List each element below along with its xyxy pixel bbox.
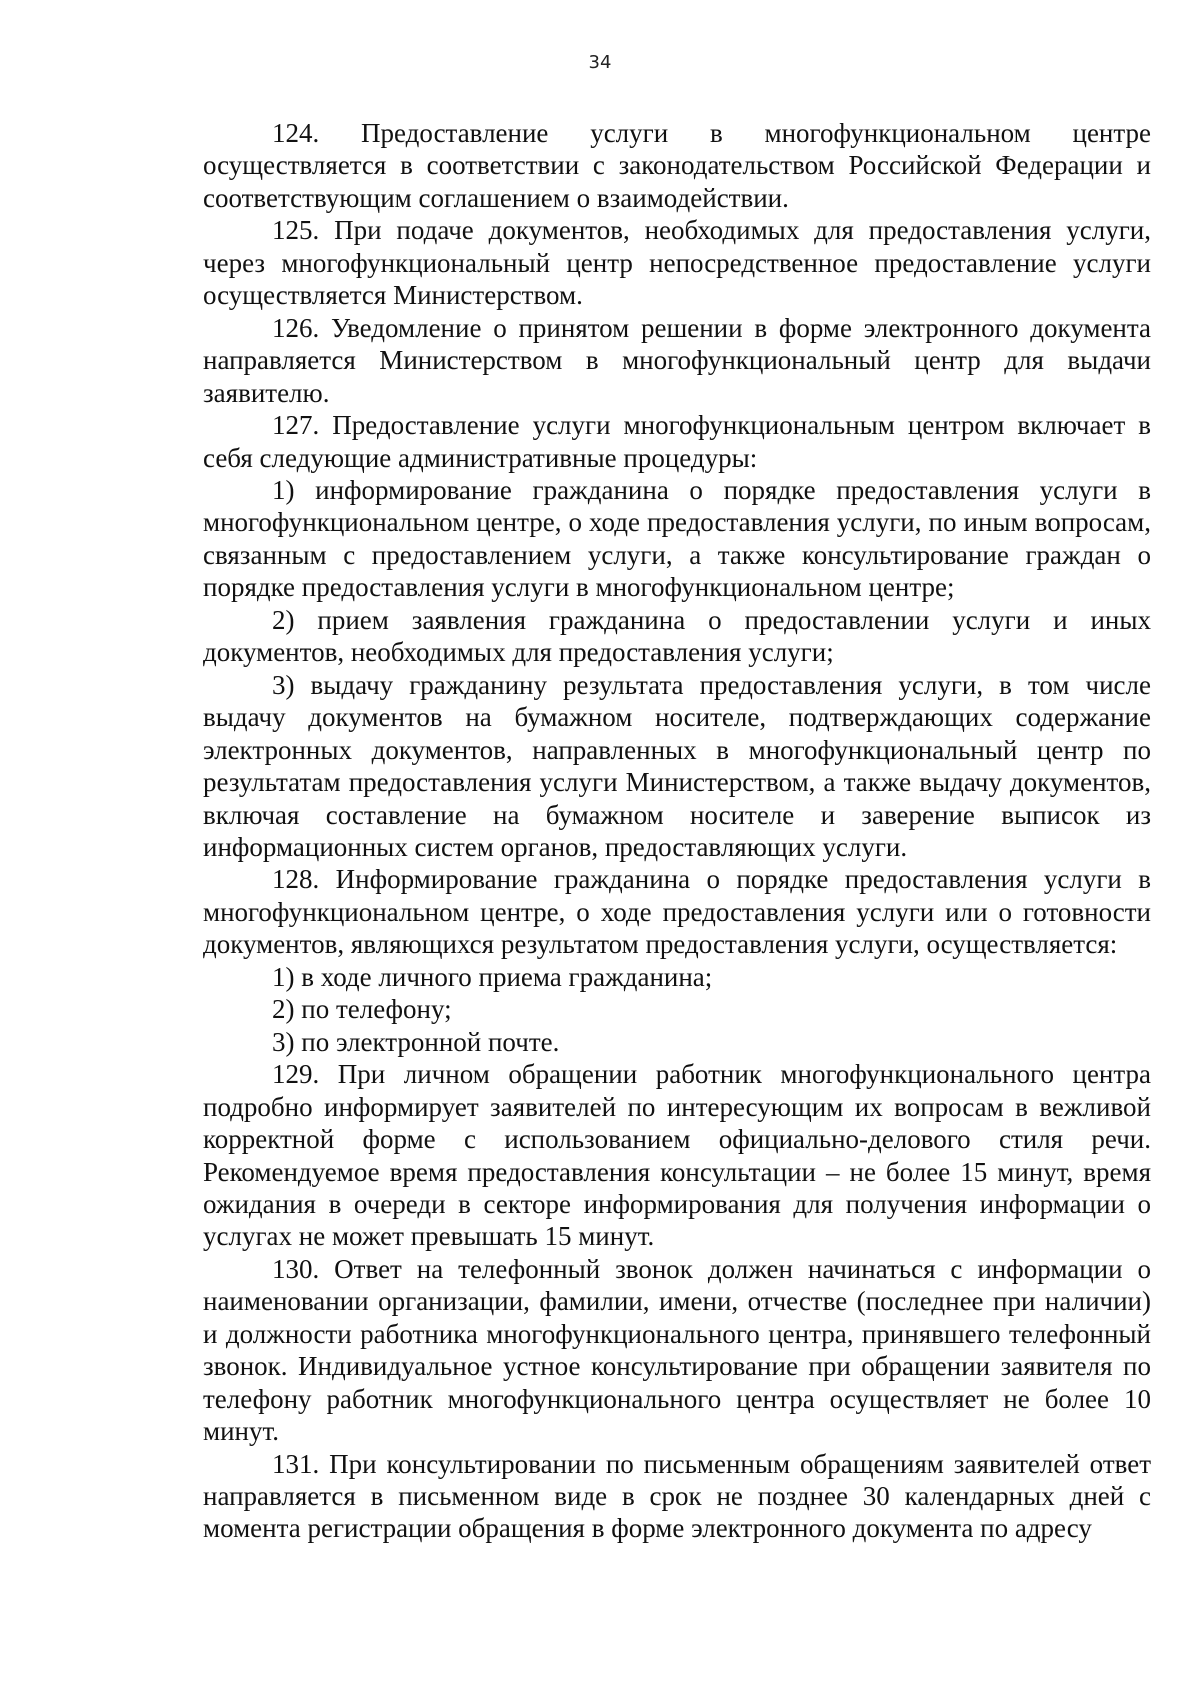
paragraph-130: 130. Ответ на телефонный звонок должен начинаться с информации о наименовании организации, фамилии, имени, отчестве (последнее при наличии) и должности работника многофункционального центра, принявшего телефонный звонок. Индивидуальное устное консультирование при обращении заявителя по телефону работник многофункционального центра осуществляет не более 10 минут. (203, 1253, 1151, 1447)
document-body (203, 117, 1151, 1545)
paragraph-129: 129. При личном обращении работник многофункционального центра подробно информирует заявителей по интересующим их вопросам в вежливой корректной форме с использованием официально-делового стиля речи. Рекомендуемое время предоставления консультации – не более 15 минут, время ожидания в очереди в секторе информирования для получения информации о услугах не может превышать 15 минут. (203, 1059, 1151, 1252)
paragraph-127-item-2: 2) прием заявления гражданина о предоставлении услуги и иных документов, необходимых для предоставления услуги; (203, 604, 1151, 668)
paragraph-126: 126. Уведомление о принятом решении в форме электронного документа направляется Министерством в многофункциональный центр для выдачи заявителю. (203, 312, 1151, 408)
paragraph-127-item-1: 1) информирование гражданина о порядке предоставления услуги в многофункциональном центре, о ходе предоставления услуги, по иным вопросам, связанным с предоставлением услуги, а также консультирование граждан о порядке предоставления услуги в многофункциональном центре; (203, 474, 1151, 603)
paragraph-125: 125. При подаче документов, необходимых для предоставления услуги, через многофункциональный центр непосредственное предоставление услуги осуществляется Министерством. (203, 215, 1151, 311)
paragraph-128-item-3: 3) по электронной почте. (272, 1026, 560, 1057)
paragraph-131: 131. При консультировании по письменным обращениям заявителей ответ направляется в письменном виде в срок не позднее 30 календарных дней с момента регистрации обращения в форме электронного документа по адресу (203, 1448, 1151, 1544)
page-number: 34 (588, 52, 612, 73)
paragraph-127-item-3: 3) выдачу гражданину результата предоставления услуги, в том числе выдачу документов на бумажном носителе, подтверждающих содержание электронных документов, направленных в многофункциональный центр по результатам предоставления услуги Министерством, а также выдачу документов, включая составление на бумажном носителе и заверение выписок из информационных систем органов, предоставляющих услуги. (203, 669, 1151, 862)
paragraph-124: 124. Предоставление услуги в многофункциональном центре осуществляется в соответствии с законодательством Российской Федерации и соответствующим соглашением о взаимодействии. (203, 118, 1151, 213)
paragraph-128-item-2: 2) по телефону; (272, 994, 452, 1025)
paragraph-128: 128. Информирование гражданина о порядке предоставления услуги в многофункциональном центре, о ходе предоставления услуги или о готовности документов, являющихся результатом предоставления услуги, осуществляется: (203, 864, 1151, 960)
paragraph-128-item-1: 1) в ходе личного приема гражданина; (272, 961, 713, 992)
paragraph-127: 127. Предоставление услуги многофункциональным центром включает в себя следующие административные процедуры: (203, 410, 1151, 473)
